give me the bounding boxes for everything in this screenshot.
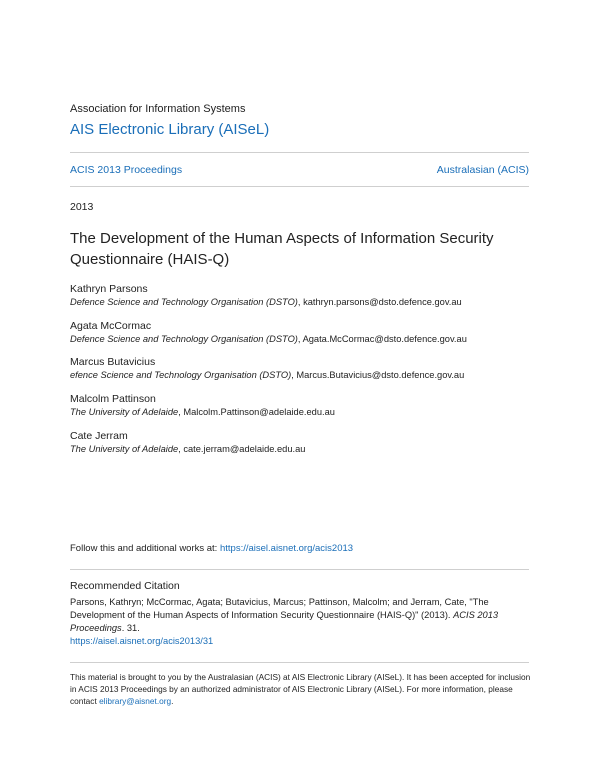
author-email: kathryn.parsons@dsto.defence.gov.au: [303, 297, 462, 307]
region-link[interactable]: Australasian (ACIS): [436, 164, 529, 176]
notice-body: This material is brought to you by the Australasian (ACIS) at AIS Electronic Library (AISeL). It has been accepted for inclusion in ACIS 2013 Proceedings by an authorized administrator of AIS Electronic Library (AISeL). For more information, please contact: [70, 672, 531, 706]
publisher-org: Association for Information Systems: [70, 103, 246, 115]
proceedings-link[interactable]: ACIS 2013 Proceedings: [70, 164, 183, 176]
author-block: Agata McCormac Defence Science and Technology Organisation (DSTO), Agata.McCormac@dsto.defence.gov.au: [70, 319, 540, 346]
author-affiliation: Defence Science and Technology Organisation (DSTO): [70, 334, 298, 344]
follow-text: Follow this and additional works at:: [70, 543, 220, 554]
author-block: Marcus Butavicius efence Science and Technology Organisation (DSTO), Marcus.Butavicius@dsto.defence.gov.au: [70, 355, 540, 382]
divider: [70, 186, 529, 187]
author-email: Malcolm.Pattinson@adelaide.edu.au: [183, 407, 335, 417]
follow-line: [70, 543, 353, 554]
citation-body: Parsons, Kathryn; McCormac, Agata; Butavicius, Marcus; Pattinson, Malcolm; and Jerram, Cate, "The Development of the Human Aspects of Information Security Questionnaire (HAIS-Q)" (2013).: [70, 597, 489, 620]
author-name: Cate Jerram: [70, 430, 128, 442]
citation-venue: ACIS 2013 Proceedings: [70, 610, 499, 633]
divider: [70, 152, 529, 153]
collection-link[interactable]: https://aisel.aisnet.org/acis2013: [219, 543, 354, 554]
paper-title: The Development of the Human Aspects of Information Security Questionnaire (HAIS-Q): [70, 230, 494, 268]
notice-text: [70, 671, 532, 707]
publication-year: 2013: [70, 201, 94, 213]
author-email: cate.jerram@adelaide.edu.au: [183, 444, 306, 454]
author-affiliation: The University of Adelaide: [70, 444, 179, 454]
contact-email-link[interactable]: elibrary@aisnet.org: [99, 696, 172, 706]
author-affiliation: Defence Science and Technology Organisation (DSTO): [70, 297, 298, 307]
divider: [70, 662, 529, 663]
author-block: Malcolm Pattinson The University of Adelaide, Malcolm.Pattinson@adelaide.edu.au: [70, 392, 540, 419]
author-name: Kathryn Parsons: [70, 283, 148, 295]
library-link[interactable]: AIS Electronic Library (AISeL): [70, 121, 270, 138]
author-block: Cate Jerram The University of Adelaide, cate.jerram@adelaide.edu.au: [70, 429, 540, 456]
author-email: Agata.McCormac@dsto.defence.gov.au: [302, 334, 467, 344]
author-affiliation: The University of Adelaide: [70, 407, 179, 417]
author-name: Malcolm Pattinson: [70, 393, 156, 405]
author-affiliation: efence Science and Technology Organisation (DSTO): [70, 370, 292, 380]
author-block: Kathryn Parsons Defence Science and Technology Organisation (DSTO), kathryn.parsons@dsto.defence.gov.au: [70, 282, 540, 309]
citation-suffix: . 31.: [121, 623, 140, 633]
divider: [70, 569, 529, 570]
notice-end: .: [171, 696, 174, 706]
citation-url[interactable]: https://aisel.aisnet.org/acis2013/31: [70, 636, 214, 646]
author-email: Marcus.Butavicius@dsto.defence.gov.au: [296, 370, 465, 380]
author-name: Marcus Butavicius: [70, 356, 156, 368]
recommended-citation-heading: Recommended Citation: [70, 580, 180, 592]
author-name: Agata McCormac: [70, 320, 152, 332]
citation-text: [70, 596, 532, 648]
